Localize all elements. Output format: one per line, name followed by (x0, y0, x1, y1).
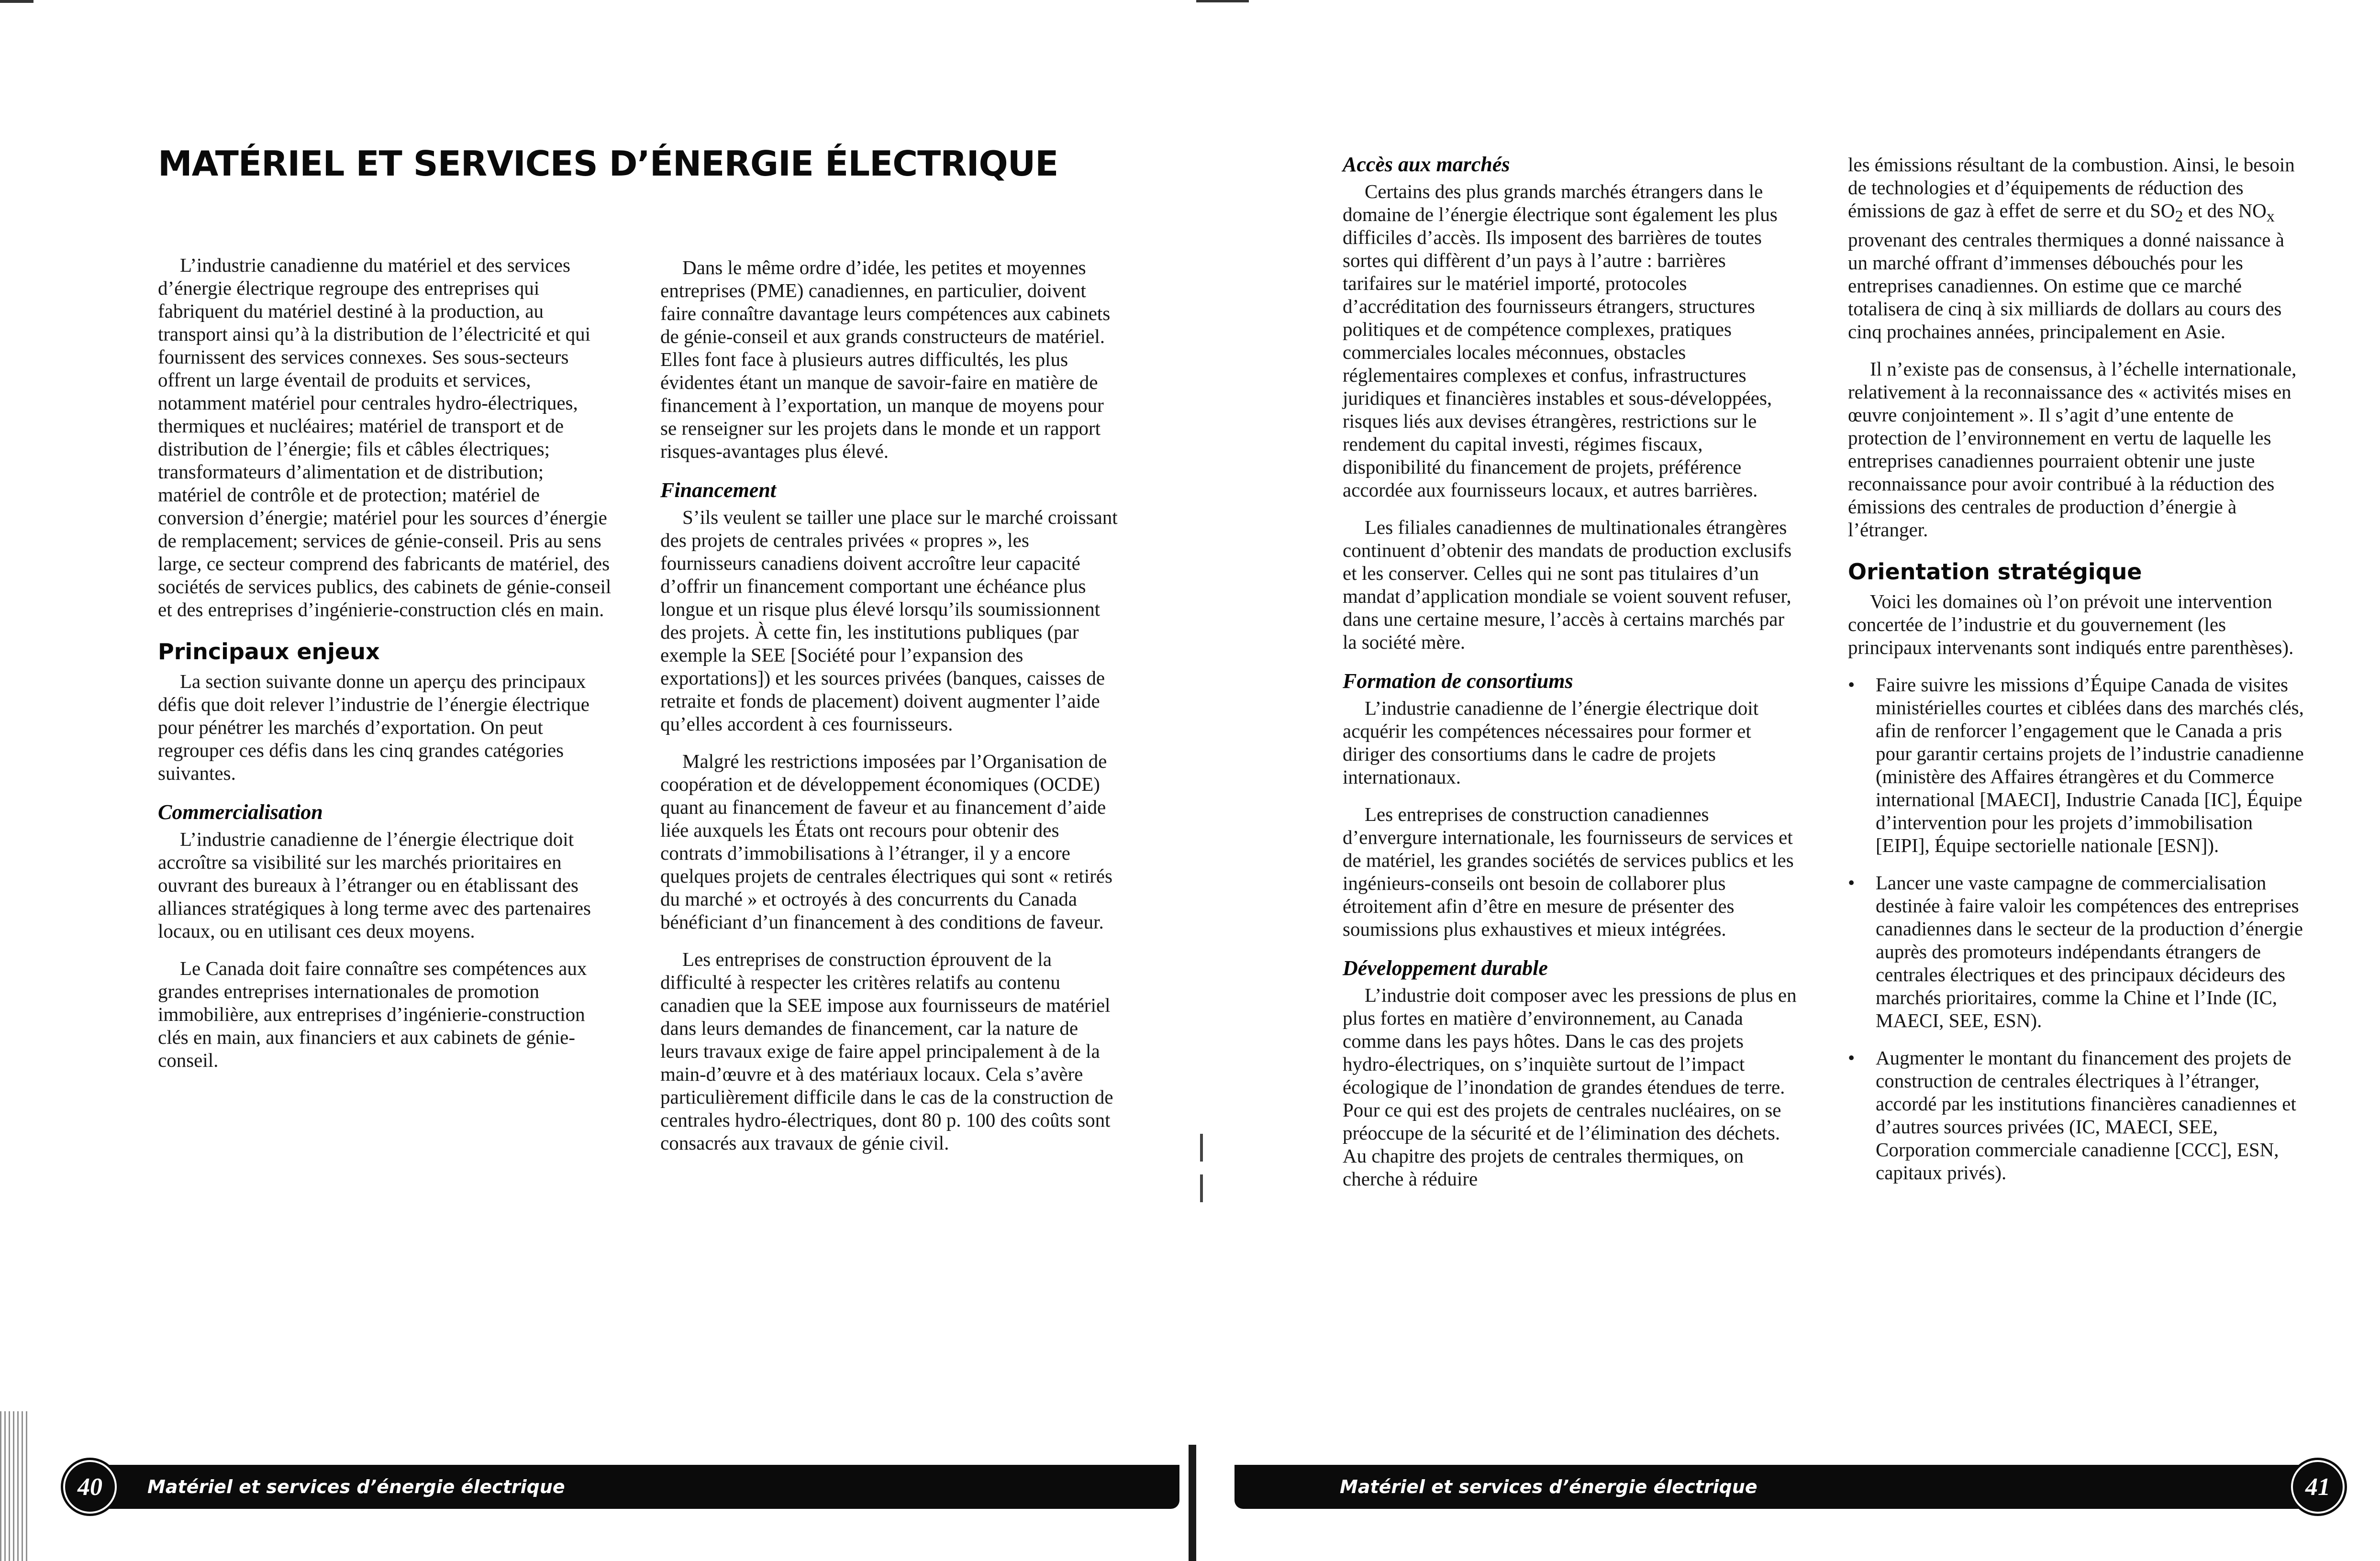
paragraph: Les entreprises de construction éprouvent de la difficulté à respecter les critères relatifs au contenu canadien que la SEE impose aux fournisseurs de matériel dans leurs demandes de financement, car la nature de leurs travaux exige de faire appel principalement à de la main-d’œuvre et à des matériaux locaux. Cela s’avère particulièrement difficile dans le cas de la construction de centrales hydro-électriques, dont 80 p. 100 des coûts sont consacrés aux travaux de génie civil. (660, 948, 1113, 1154)
scan-edge-mark (0, 1411, 29, 1561)
paragraph: Les filiales canadiennes de multinationales étrangères continuent d’obtenir des mandats de production exclusifs et les conserver. Celles qui ne sont pas titulaires d’un mandat d’application mondiale se voient souvent refuser, dans une certaine mesure, l’accès à certains marchés par la société mère. (1343, 516, 1792, 653)
subheading-commercialisation: Commercialisation (158, 800, 323, 824)
column-2 (660, 256, 1120, 1169)
text-run: et des NO (2183, 199, 2267, 221)
section-heading-enjeux: Principaux enjeux (158, 639, 380, 664)
page-number-left: 40 (63, 1460, 117, 1514)
column-4 (1848, 153, 2307, 1198)
subheading-financement: Financement (660, 478, 777, 502)
bullet-item: • Lancer une vaste campagne de commercialisation destinée à faire valoir les compétences des entreprises canadiennes dans le secteur de la production d’énergie auprès des promoteurs indépendants étrangers de centrales électriques et des principaux décideurs des marchés prioritaires, comme la Chine et l’Inde (IC, MAECI, SEE, ESN). (1876, 871, 2307, 1032)
page-title: MATÉRIEL ET SERVICES D’ÉNERGIE ÉLECTRIQUE (158, 144, 1058, 184)
subscript: 2 (2175, 208, 2183, 226)
paragraph: S’ils veulent se tailler une place sur le marché croissant des projets de centrales privées « propres », les fournisseurs canadiens doivent accroître leur capacité d’offrir un financement comportant une échéance plus longue et un risque plus élevé lorsqu’ils soumissionnent des projets. À cette fin, les institutions publiques (par exemple la SEE [Société pour l’expansion des exportations]) et les sources privées (banques, caisses de retraite et fonds de placement) doivent augmenter l’aide qu’elles accordent à ces fournisseurs. (660, 506, 1118, 735)
binding-gutter (1189, 1445, 1196, 1561)
footer-bar-left (72, 1465, 1179, 1509)
paragraph (1848, 153, 2307, 343)
paragraph: L’industrie canadienne de l’énergie électrique doit accroître sa visibilité sur les marchés prioritaires en ouvrant des bureaux à l’étranger ou en établissant des alliances stratégiques à long terme avec des partenaires locaux, ou en utilisant ces deux moyens. (158, 828, 591, 942)
text-run: provenant des centrales thermiques a donné naissance à un marché offrant d’immenses débouchés pour les entreprises canadiennes. On estime que ce marché totalisera de cinq à six milliards de dollars au cours des cinq prochaines années, principalement en Asie. (1848, 229, 2284, 343)
footer-bar-right (1234, 1465, 2316, 1509)
scan-edge-mark (1200, 1134, 1203, 1162)
paragraph: Dans le même ordre d’idée, les petites et moyennes entreprises (PME) canadiennes, en particulier, doivent faire connaître davantage leurs compétences aux cabinets de génie-conseil et aux grands constructeurs de matériel. Elles font face à plusieurs autres difficultés, les plus évidentes étant un manque de savoir-faire en matière de financement à l’exportation, un manque de moyens pour se renseigner sur les projets dans le monde et un rapport risques-avantages plus élevé. (660, 256, 1111, 462)
paragraph: Il n’existe pas de consensus, à l’échelle internationale, relativement à la reconnaissance des « activités mises en œuvre conjointement ». Il s’agit d’une entente de protection de l’environnement en vertu de laquelle les entreprises canadiennes pourraient obtenir une juste reconnaissance pour avoir contribué à la réduction des émissions des centrales de production d’énergie à l’étranger. (1848, 358, 2297, 541)
scan-edge-mark (0, 0, 33, 3)
paragraph: L’industrie canadienne de l’énergie électrique doit acquérir les compétences nécessaires pour former et diriger des consortiums dans le cadre de projets internationaux. (1343, 697, 1759, 788)
scan-edge-mark (1200, 1174, 1203, 1202)
page-number-right: 41 (2291, 1460, 2345, 1514)
paragraph: Certains des plus grands marchés étrangers dans le domaine de l’énergie électrique sont également les plus difficiles d’accès. Ils imposent des barrières de toutes sortes qui diffèrent d’un pays à l’autre : barrières tarifaires sur le matériel importé, protocoles d’accréditation des fournisseurs étrangers, structures politiques et de compétence complexes, pratiques commerciales locales méconnues, obstacles réglementaires complexes et confus, infrastructures juridiques et financières instables et sous-développées, risques liés aux devises étrangères, restrictions sur le rendement du capital investi, régimes fiscaux, disponibilité du financement de projets, préférence accordée aux fournisseurs locaux, et autres barrières. (1343, 180, 1778, 501)
bullet-item: • Augmenter le montant du financement des projets de construction de centrales électriques à l’étranger, accordé par les institutions financières canadiennes et d’autres sources privées (IC, MAECI, SEE, Corporation commerciale canadienne [CCC], ESN, capitaux privés). (1876, 1046, 2307, 1184)
paragraph: L’industrie canadienne du matériel et des services d’énergie électrique regroupe des entreprises qui fabriquent du matériel destiné à la production, au transport ainsi qu’à la distribution de l’électricité et qui fournissent des services connexes. Ses sous-secteurs offrent un large éventail de produits et services, notamment matériel pour centrales hydro-électriques, thermiques et nucléaires; matériel de transport et de distribution de l’énergie; fils et câbles électriques; transformateurs d’alimentation et de distribution; matériel de contrôle et de protection; matériel de conversion d’énergie; matériel pour les sources d’énergie de remplacement; services de génie-conseil. Pris au sens large, ce secteur comprend des fabricants de matériel, des sociétés de services publics, des cabinets de génie-conseil et des entreprises d’ingénierie-construction clés en main. (158, 254, 612, 620)
footer-title-left: Matériel et services d’énergie électrique (147, 1476, 565, 1497)
column-1 (158, 254, 612, 1086)
footer-title-right: Matériel et services d’énergie électrique (1340, 1476, 1757, 1497)
column-3 (1343, 153, 1797, 1205)
section-heading-orientation: Orientation stratégique (1848, 559, 2142, 585)
subscript: x (2266, 208, 2275, 226)
scan-edge-mark (1196, 0, 1249, 2)
subheading-consortiums: Formation de consortiums (1343, 669, 1573, 693)
paragraph: La section suivante donne un aperçu des principaux défis que doit relever l’industrie de l’énergie électrique pour pénétrer les marchés d’exportation. On peut regrouper ces défis dans les cinq grandes catégories suivantes. (158, 670, 589, 784)
paragraph: Le Canada doit faire connaître ses compétences aux grandes entreprises internationales de promotion immobilière, aux entreprises d’ingénierie-construction clés en main, aux financiers et aux cabinets de génie-conseil. (158, 957, 587, 1071)
subheading-developpement-durable: Développement durable (1343, 956, 1548, 980)
paragraph: Voici les domaines où l’on prévoit une intervention concertée de l’industrie et du gouvernement (les principaux intervenants sont indiqués entre parenthèses). (1848, 590, 2294, 659)
paragraph: L’industrie doit composer avec les pressions de plus en plus fortes en matière d’environnement, au Canada comme dans les pays hôtes. Dans le cas des projets hydro-électriques, on s’inquiète surtout de l’impact écologique de l’inondation de grandes étendues de terre. Pour ce qui est des projets de centrales nucléaires, on se préoccupe de la sécurité et de l’élimination des déchets. Au chapitre des projets de centrales thermiques, on cherche à réduire (1343, 984, 1797, 1190)
paragraph: Les entreprises de construction canadiennes d’envergure internationale, les fournisseurs de services et de matériel, les grandes sociétés de services publics et les ingénieurs-conseils ont besoin de collaborer plus étroitement afin d’être en mesure de présenter des soumissions plus exhaustives et mieux intégrées. (1343, 803, 1794, 940)
paragraph: Malgré les restrictions imposées par l’Organisation de coopération et de développement économiques (OCDE) quant au financement de faveur et au financement d’aide liée auxquels les États ont recours pour obtenir des contrats d’immobilisations à l’étranger, il y a encore quelques projets de centrales électriques qui sont « retirés du marché » et octroyés à des concurrents du Canada bénéficiant d’un financement à des conditions de faveur. (660, 750, 1112, 933)
text-run: les émissions résultant de la combustion. Ainsi, le besoin de technologies et d’équipements de réduction des émissions de gaz à effet de serre et du SO (1848, 154, 2295, 221)
subheading-acces-marches: Accès aux marchés (1343, 153, 1510, 176)
bullet-list (1848, 673, 2307, 1184)
bullet-item: • Faire suivre les missions d’Équipe Canada de visites ministérielles courtes et ciblées dans des marchés clés, afin de renforcer l’engagement que le Canada a pris pour garantir certains projets de l’industrie canadienne (ministère des Affaires étrangères et du Commerce international [MAECI], Industrie Canada [IC], Équipe d’intervention pour les projets d’immobilisation [EIPI], Équipe sectorielle nationale [ESN]). (1876, 673, 2307, 857)
